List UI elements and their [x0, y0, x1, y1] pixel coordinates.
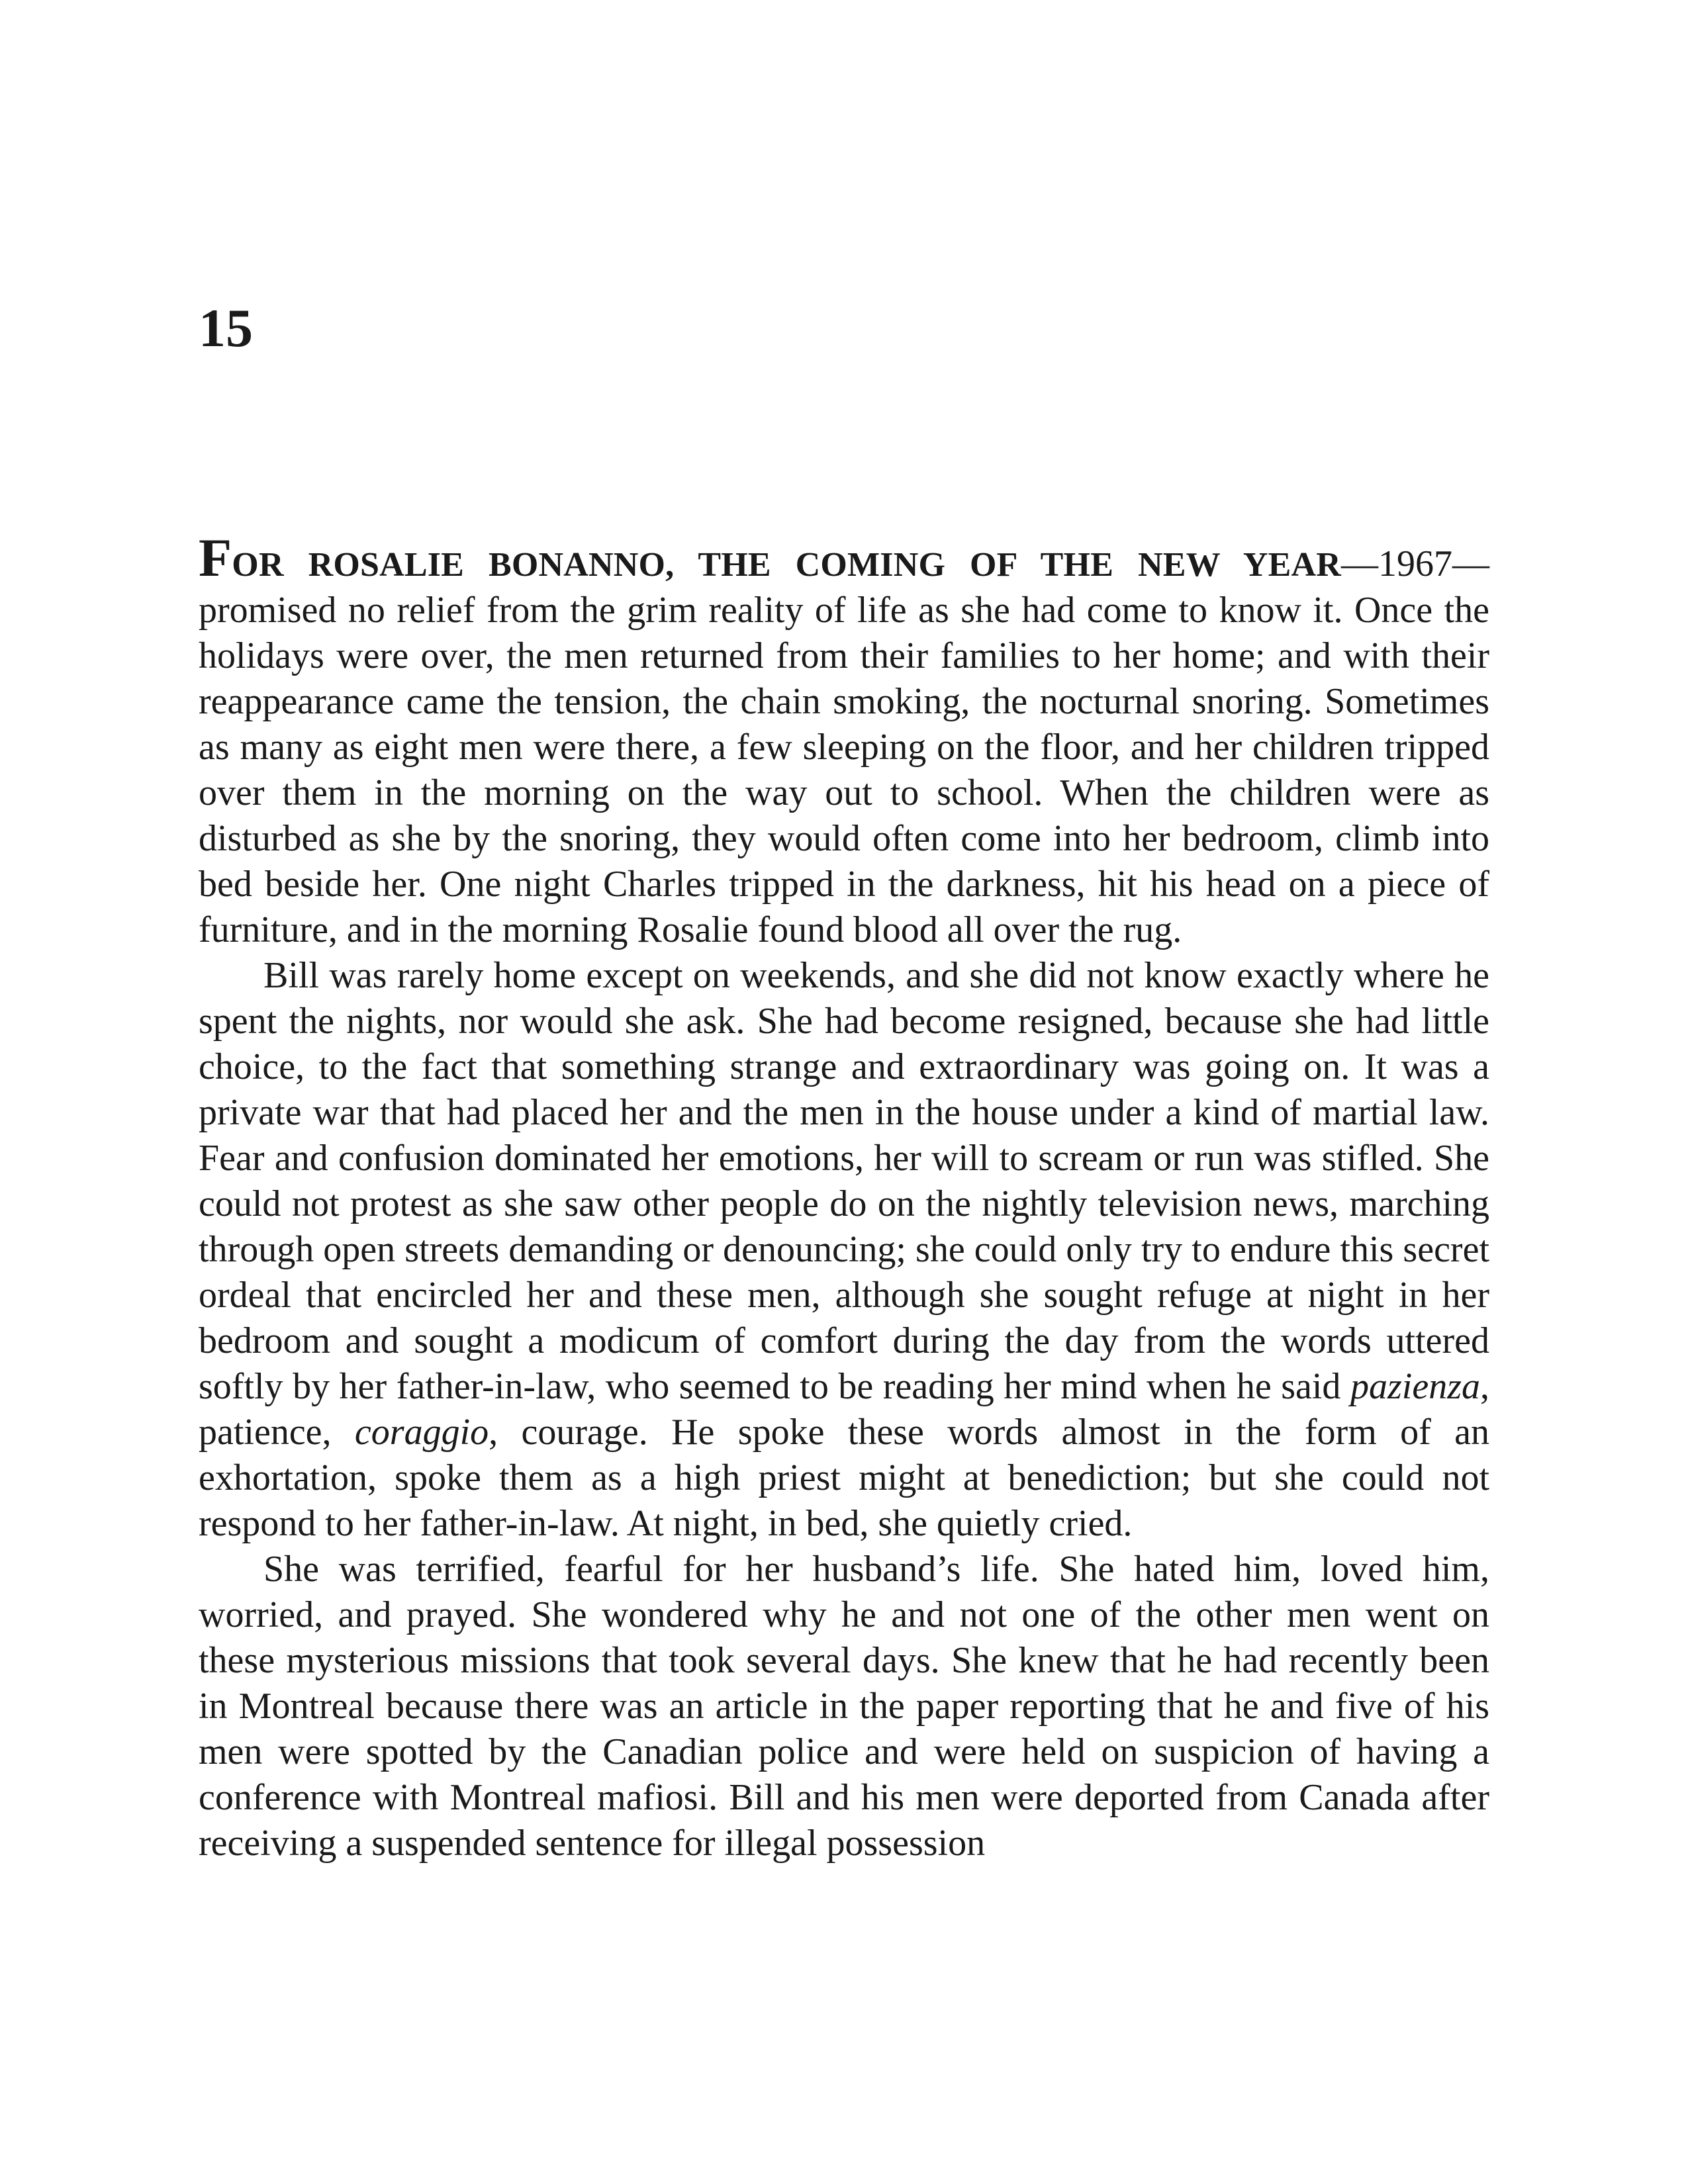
italic-pazienza: pazienza [1350, 1366, 1480, 1407]
paragraph-2-text-c: , courage. He spoke these words almost in the form of an exhortation, spoke them as a high priest might at benediction; but she could not respond to her father-in-law. At night, in bed, she quietly cried. [199, 1412, 1489, 1544]
paragraph-2 [199, 953, 1489, 1547]
chapter-body [199, 527, 1489, 1866]
paragraph-2-text-a: Bill was rarely home except on weekends, and she did not know exactly where he spent the nights, nor would she ask. She had become resigned, because she had little choice, to the fact that something strange and extraordinary was going on. It was a private war that had placed her and the men in the house under a kind of martial law. Fear and confusion dominated her emotions, her will to scream or run was stifled. She could not protest as she saw other people do on the nightly television news, marching through open streets demanding or denouncing; she could only try to endure this secret ordeal that encircled her and these men, although she sought refuge at night in her bedroom and sought a modicum of comfort during the day from the words uttered softly by her father-in-law, who seemed to be reading her mind when he said [199, 955, 1489, 1407]
paragraph-3-text: She was terrified, fearful for her husband’s life. She hated him, loved him, worried, and prayed. She wondered why he and not one of the other men went on these mysterious missions that took several days. She knew that he had recently been in Montreal because there was an article in the paper reporting that he and five of his men were spotted by the Canadian police and were held on suspicion of having a conference with Montreal mafiosi. Bill and his men were deported from Canada after receiving a suspended sentence for illegal possession [199, 1549, 1489, 1864]
opening-year: —1967 [1341, 543, 1452, 584]
opening-smallcaps: OR ROSALIE BONANNO, THE COMING OF THE NEW YEAR [232, 546, 1341, 584]
italic-coraggio: coraggio [354, 1412, 489, 1453]
chapter-number: 15 [199, 298, 253, 358]
paragraph-2-text-b: , patience, [199, 1366, 1489, 1453]
drop-initial: F [199, 527, 232, 588]
opening-line [199, 527, 1341, 588]
paragraph-3 [199, 1547, 1489, 1866]
paragraph-1 [199, 527, 1489, 953]
paragraph-1-text: —promised no relief from the grim reality of life as she had come to know it. Once the holidays were over, the men returned from their families to her home; and with their reappearance came the tension, the chain smoking, the nocturnal snoring. Sometimes as many as eight men were there, a few sleeping on the floor, and her children tripped over them in the morning on the way out to school. When the children were as disturbed as she by the snoring, they would often come into her bedroom, climb into bed beside her. One night Charles tripped in the darkness, hit his head on a piece of furniture, and in the morning Rosalie found blood all over the rug. [199, 543, 1489, 950]
